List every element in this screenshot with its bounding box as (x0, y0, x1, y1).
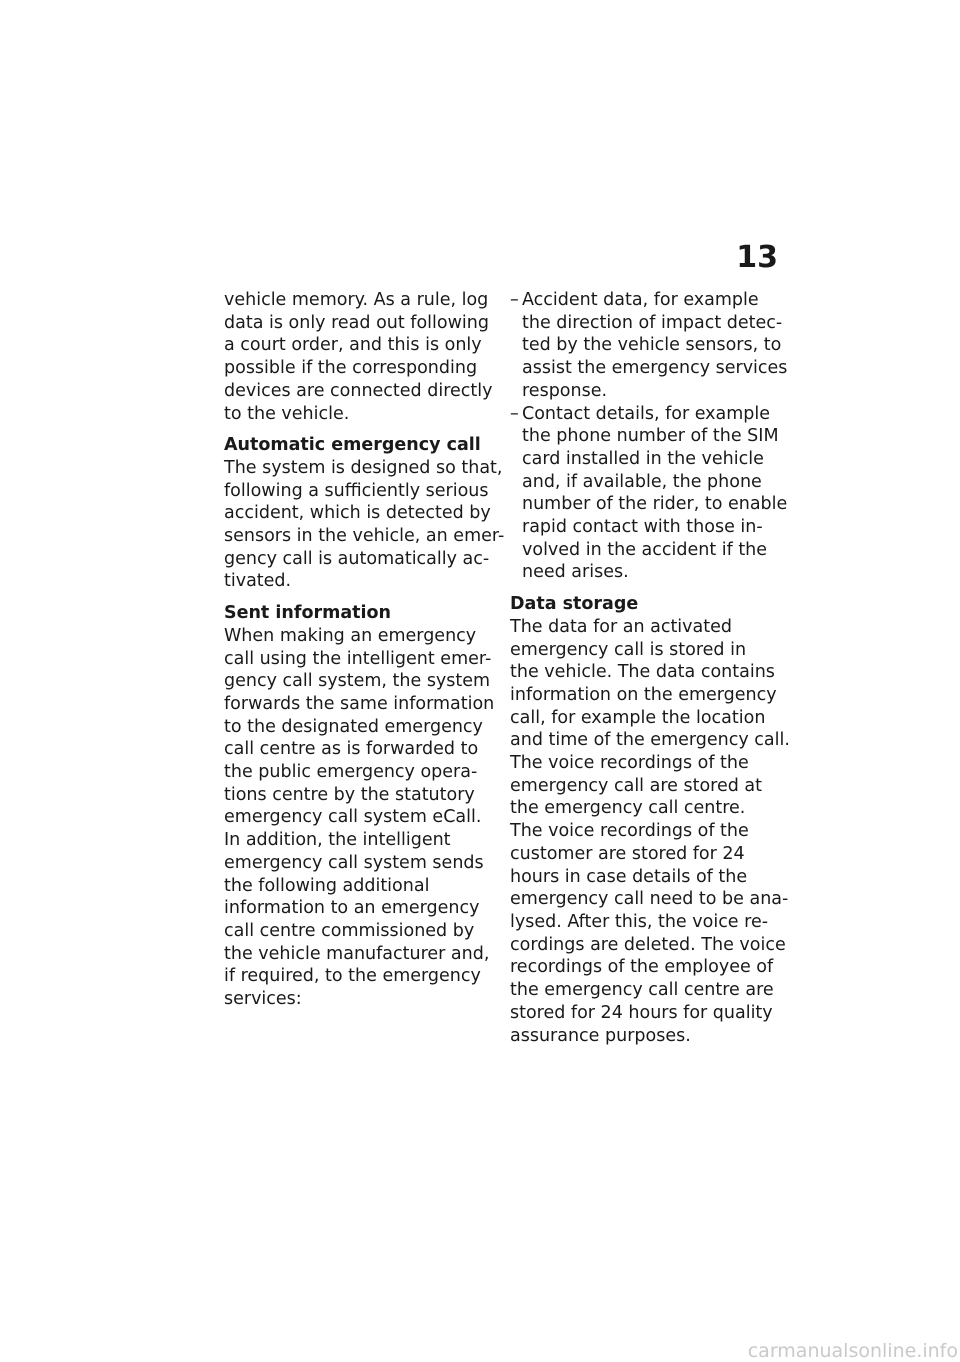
text-line: emergency call need to be ana- (510, 889, 789, 910)
section-heading: Sent information (224, 603, 392, 624)
text-line: lysed. After this, the voice re- (510, 911, 769, 932)
text-line: call, for example the location (510, 707, 766, 728)
text-line: emergency call system sends (224, 852, 484, 873)
text-line: The voice recordings of the (510, 753, 749, 774)
text-line: and, if available, the phone (522, 471, 762, 492)
list-dash: – (510, 290, 519, 310)
text-line: customer are stored for 24 (510, 843, 745, 864)
text-line: call centre as is forwarded to (224, 739, 479, 760)
text-line: assist the emergency services (522, 358, 788, 379)
left-column (224, 289, 505, 1011)
data-storage-section (510, 593, 790, 1047)
text-line: number of the rider, to enable (522, 494, 788, 515)
intro-paragraph (224, 289, 494, 425)
text-line: information to an emergency (224, 898, 480, 919)
text-line: assurance purposes. (510, 1025, 691, 1046)
right-column (510, 289, 790, 1047)
text-line: devices are connected directly (224, 380, 493, 401)
text-line: the following additional (224, 875, 430, 896)
text-line: to the vehicle. (224, 403, 350, 424)
text-line: the vehicle. The data contains (510, 662, 775, 683)
text-line: In addition, the intelligent (224, 830, 451, 851)
list-dash: – (510, 403, 519, 424)
text-line: services: (224, 989, 302, 1010)
section-heading: Automatic emergency call (224, 435, 481, 456)
text-line: emergency call system eCall. (224, 807, 482, 828)
text-line: the direction of impact detec- (522, 312, 783, 333)
text-line: The voice recordings of the (510, 821, 749, 842)
text-line: call using the intelligent emer- (224, 648, 492, 669)
list-item-contact-details (510, 403, 788, 585)
text-line: tions centre by the statutory (224, 784, 475, 805)
automatic-emergency-call-section (224, 434, 505, 593)
text-line: The system is designed so that, (224, 457, 503, 478)
text-line: card installed in the vehicle (522, 448, 764, 469)
text-line: data is only read out following (224, 312, 489, 333)
text-line: call centre commissioned by (224, 920, 475, 941)
text-line: volved in the accident if the (522, 539, 768, 560)
page-number: 13 (736, 240, 778, 275)
text-line: emergency call is stored in (510, 639, 747, 660)
text-line: Contact details, for example (522, 403, 771, 424)
text-line: vehicle memory. As a rule, log (224, 290, 489, 310)
text-line: if required, to the emergency (224, 966, 481, 987)
text-line: hours in case details of the (510, 866, 748, 887)
text-line: possible if the corresponding (224, 358, 478, 379)
text-line: gency call is automatically ac- (224, 548, 490, 569)
text-line: the phone number of the SIM (522, 426, 779, 447)
text-line: need arises. (522, 562, 629, 583)
text-line: recordings of the employee of (510, 957, 774, 978)
text-line: Accident data, for example (522, 290, 759, 310)
text-line: the public emergency opera- (224, 762, 478, 783)
text-line: emergency call are stored at (510, 775, 762, 796)
text-line: gency call system, the system (224, 671, 491, 692)
text-line: ted by the vehicle sensors, to (522, 335, 782, 356)
text-line: to the designated emergency (224, 716, 483, 737)
section-heading: Data storage (510, 594, 639, 615)
text-line: cordings are deleted. The voice (510, 934, 786, 955)
text-line: following a sufficiently serious (224, 480, 489, 501)
text-line: rapid contact with those in- (522, 517, 763, 538)
text-line: stored for 24 hours for quality (510, 1002, 773, 1023)
text-line: a court order, and this is only (224, 335, 482, 356)
sent-information-section (224, 602, 494, 1011)
watermark-link[interactable]: carmanualsonline.info (747, 1340, 958, 1362)
text-line: sensors in the vehicle, an emer- (224, 526, 505, 547)
text-line: The data for an activated (510, 616, 732, 637)
text-line: tivated. (224, 571, 292, 592)
text-line: response. (522, 380, 608, 401)
text-line: and time of the emergency call. (510, 730, 790, 751)
text-line: the emergency call centre are (510, 980, 774, 1001)
text-line: When making an emergency (224, 625, 477, 646)
text-line: information on the emergency (510, 684, 777, 705)
text-line: forwards the same information (224, 693, 495, 714)
text-line: the emergency call centre. (510, 798, 746, 819)
text-line: accident, which is detected by (224, 503, 491, 524)
list-item-accident-data (510, 289, 788, 403)
text-line: the vehicle manufacturer and, (224, 943, 490, 964)
